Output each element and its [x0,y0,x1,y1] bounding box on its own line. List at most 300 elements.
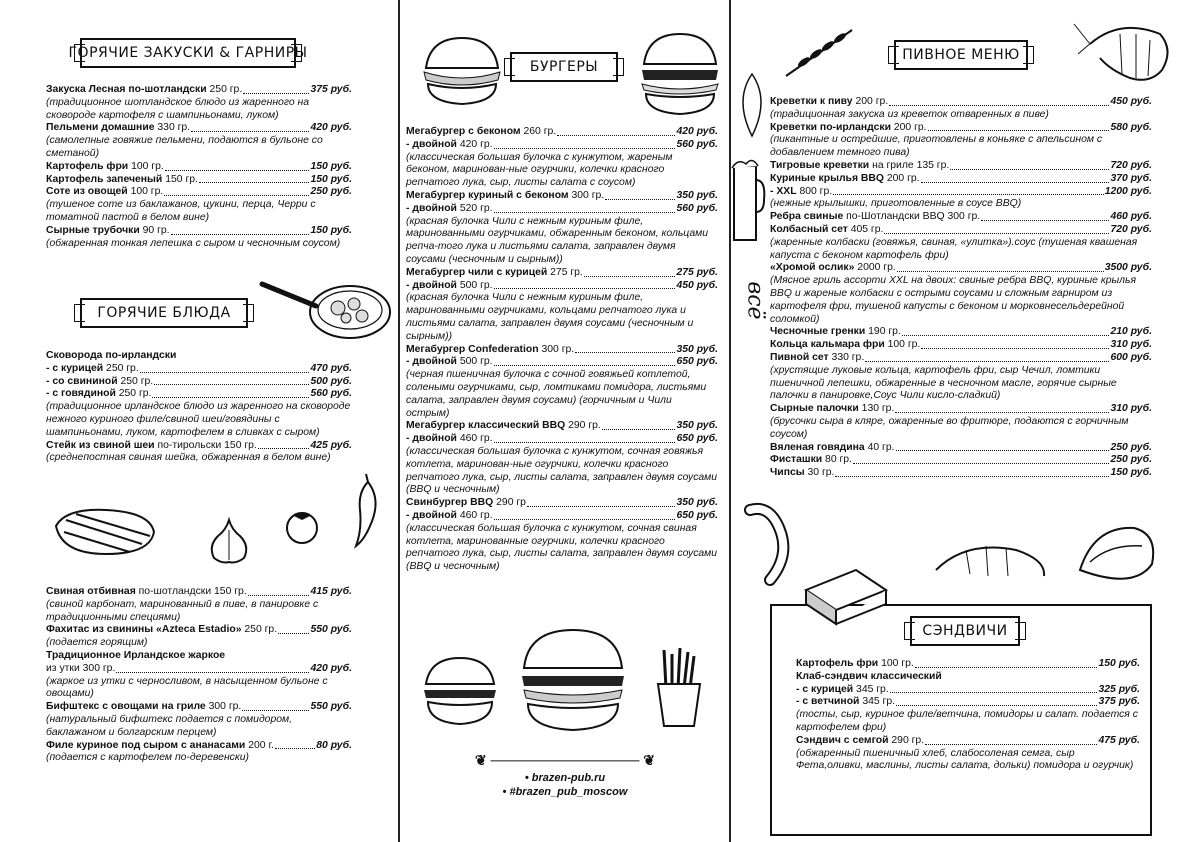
item-name-block [770,160,949,173]
item-price: 150 руб. [310,224,352,236]
item-description: (традиционное ирландское блюдо из жаренного на сковороде нежного куриного филе/свиной шеи/говядины с шампиньонами, луком, картофелем в сливках с сыром) [46,401,351,438]
burger-icon [636,30,722,116]
item-price: 310 руб. [1110,403,1152,415]
item-price: 375 руб. [310,84,352,95]
item-name-block [770,326,901,339]
item-price: 325 руб. [1098,683,1140,695]
dot-leader [950,169,1109,170]
item-price: 3500 руб. [1104,262,1152,274]
menu-item-row [46,388,352,401]
menu-item-row [406,356,718,369]
item-weight: 200 гр. [855,96,889,107]
item-price: 370 руб. [1110,172,1152,184]
item-weight: 260 гр. [523,126,557,137]
website-link[interactable] [460,772,670,784]
dot-leader [171,234,310,235]
item-name-block [46,440,257,453]
section-banner-hot-snacks [68,38,308,68]
item-price: 450 руб. [1110,96,1152,107]
dot-leader [602,429,676,430]
item-weight: 330 гр. [157,122,191,134]
item-description: (красная булочка Чили с нежным куриным филе, маринованными огурчиками, обжаренным беконом, кольцами репча-того лука и листьями салата, заправлен двумя соусами (чесночным и сырным)) [406,215,709,265]
sandwiches-list [770,658,1152,773]
item-price: 475 руб. [1098,734,1140,746]
menu-item-row [46,701,352,714]
steak-icon [46,496,166,566]
item-weight: на гриле 135 гр. [872,159,950,171]
item-price: 350 руб. [676,420,718,432]
item-description: (хрустящие луковые кольца, картофель фри, сыр Чечил, ломтики пшеничной лепешки, обжаренные в чесночном масле, горячие сырные палочки в панировке,Соус Чили кисло-сладкий) [770,364,1117,402]
item-name: Стейк из свиной шеи [46,439,155,451]
item-name: Сэндвич с семгой [796,734,889,746]
item-weight: 460 гр. [459,509,493,521]
item-name-block [46,650,225,663]
item-weight: 80 гр. [825,454,852,466]
section-banner-hot-dishes [80,298,248,328]
item-price: 350 руб. [676,189,718,201]
dot-leader [895,412,1109,413]
item-name-block [46,663,115,676]
item-name-block [406,267,583,280]
menu-item-row [796,735,1140,748]
section-title: СЭНДВИЧИ [922,623,1008,639]
item-name: Традиционное Ирландское жаркое [46,649,226,661]
item-weight: 150 гр. [165,173,198,185]
item-name: - с ветчиной [796,696,860,708]
item-price: 420 руб. [676,126,718,137]
dot-leader [494,442,676,443]
item-description: (нежные крылышки, приготовленные в соусе BBQ) [770,198,1022,210]
item-price: 420 руб. [310,662,352,674]
item-name: Чипсы [770,467,805,479]
tomato-icon [282,506,322,546]
item-name-block [770,352,864,365]
menu-item-row [406,497,718,510]
item-name-block [770,211,980,224]
menu-item-row [406,267,718,280]
dot-leader [494,148,676,149]
dot-leader [140,372,310,373]
item-name-block [770,122,927,135]
item-name-block [406,280,493,293]
item-name: Закуска Лесная по-шотландски [46,84,207,95]
dot-leader [884,233,1109,234]
item-weight: 300 гр. [541,343,575,355]
menu-item-row [46,740,352,753]
item-name: Сырные палочки [770,403,859,415]
item-name-block [770,454,852,467]
dot-leader [557,135,675,136]
item-name: Сковорода по-ирландски [46,350,177,361]
section-title: ГОРЯЧИЕ БЛЮДА [97,305,231,321]
item-weight: 300 гр. [571,189,605,201]
item-name: Мегабургер классический BBQ [406,420,566,432]
item-price: 650 руб. [676,356,718,368]
item-description: (классическая большая булочка с кунжутом, сочная говяжья котлета, маринован-ные огурчики, колечки красного репчатого лука, сыр, листы салата, заправлен двумя соусами (BBQ и чесночным) [406,445,718,496]
menu-item-row [46,225,352,238]
menu-item-row [770,339,1152,352]
item-name: Клаб-сэндвич классический [796,670,942,682]
item-name-block [770,173,920,186]
dot-leader [152,397,309,398]
item-name: - двойной [406,279,457,291]
item-description: (классическая большая булочка с кунжутом, жареным беконом, маринован-ные огурчики, колечки красного репчатого лука, сыр, листы салата с соусом) [406,151,673,189]
menu-item-row [406,420,718,433]
dot-leader [890,692,1098,693]
item-price: 425 руб. [310,439,352,451]
item-price: 550 руб. [310,701,352,713]
item-weight: 100 гр. [130,186,164,198]
item-weight: 290 гр. [568,420,601,432]
dot-leader [853,463,1110,464]
item-price: 250 руб. [1110,441,1152,453]
dot-leader [921,182,1110,183]
item-name-block [46,701,241,714]
side-word: всё [742,281,768,320]
item-description: (подается с картофелем по-деревенски) [46,752,250,764]
item-name: Бифштекс с овощами на гриле [46,701,206,713]
burgers-list [406,126,718,574]
item-name-block [46,84,242,97]
item-name: Вяленая говядина [770,441,865,453]
item-name: Мегабургер чили с курицей [406,266,548,278]
menu-item-row [770,160,1152,173]
chili-icon [346,470,386,550]
menu-item-row [406,433,718,446]
dot-leader [494,288,676,289]
shrimp-icon [926,530,1066,590]
dot-leader [584,276,676,277]
item-name: Сырные трубочки [46,224,140,236]
item-weight: 405 гр. [850,223,884,235]
item-weight: 290 гр [496,497,526,509]
menu-item-row [46,376,352,389]
item-description: (тосты, сыр, куриное филе/ветчина, помидоры и салат. подается с картофелем фри) [796,709,1138,733]
item-description: (самолепные говяжие пельмени, подаются в бульоне со сметаной) [46,135,323,159]
item-name-block [406,126,556,139]
dot-leader [165,170,310,171]
item-weight: 200 г. [248,739,274,751]
item-name: - двойной [406,356,457,368]
item-price: 560 руб. [676,202,718,214]
dot-leader [897,271,1104,272]
item-price: 375 руб. [1098,696,1140,708]
item-name-block [770,403,894,416]
item-name-block [46,186,163,199]
menu-item-row [406,510,718,523]
garlic-icon [206,516,252,566]
dot-leader [925,744,1097,745]
item-name-block [46,586,247,599]
item-name: - XXL [770,185,797,197]
burger-icon [418,32,504,112]
item-weight: 200 гр. [893,121,927,133]
dot-leader [902,335,1110,336]
item-price: 650 руб. [676,509,718,521]
item-weight: 250 гр. [244,624,278,636]
menu-item-row [770,173,1152,186]
item-description: (брусочки сыра в кляре, ожаренные во фритюре, подаются с горчичным соусом) [770,415,1129,440]
item-weight: 2000 гр. [857,262,896,274]
item-description: (подается горящим) [46,637,148,649]
item-name: - со свининой [46,375,118,387]
menu-item-row [770,442,1152,455]
item-price: 310 руб. [1110,339,1152,351]
item-name-block [46,122,190,135]
dot-leader [242,710,309,711]
leaf-icon [732,70,772,140]
item-price: 720 руб. [1110,159,1152,171]
item-name: Мегабургер с беконом [406,126,521,137]
item-weight: 90 гр. [142,224,170,236]
item-price: 500 руб. [310,375,352,387]
menu-item-row [406,126,718,139]
menu-item-row [770,403,1152,416]
item-name-block [46,363,139,376]
menu-item-row [770,352,1152,365]
item-weight: 460 гр. [459,433,493,445]
item-description: (обжаренный пшеничный хлеб, слабосоленая семга, сыр Фета,оливки, маслины, листы салата, дольки) помидора и огурчик) [796,747,1134,772]
menu-item-row [796,696,1140,709]
menu-item-row [796,684,1140,697]
dot-leader [248,595,310,596]
item-weight: 420 гр. [459,138,493,150]
item-name: Филе куриное под сыром с ананасами [46,739,246,751]
dot-leader [494,212,676,213]
dot-leader [164,195,309,196]
item-name-block [770,467,834,480]
item-name-block [770,224,883,237]
item-name-block [796,658,914,671]
item-name: Картофель запеченый [46,173,163,185]
menu-item-row [46,586,352,599]
menu-item-row [770,224,1152,237]
item-price: 580 руб. [1110,121,1152,133]
menu-item-row [46,663,352,676]
section-title: ПИВНОЕ МЕНЮ [902,47,1020,63]
website-url[interactable]: • brazen-pub.ru [524,772,606,784]
taco-icon [1074,520,1158,600]
right-column [730,0,1191,842]
item-description: (среднепостная свиная шейка, обжаренная в белом вине) [46,452,331,464]
item-price: 415 руб. [310,586,352,597]
dot-leader [605,199,675,200]
dot-leader [833,194,1104,195]
menu-item-row [46,186,352,199]
item-description: (жаренные колбаски (говяжья, свиная, «улитка»).соус (тушеная квашеная капуста с беконом картофель фри) [770,236,1138,261]
item-name: из утки 300 гр. [46,662,116,674]
dot-leader [896,705,1097,706]
item-name: Мегабургер куриный с беконом [406,189,569,201]
dot-leader [889,105,1109,106]
item-name-block [406,356,493,369]
item-name: Свиная отбивная [46,586,136,597]
dot-leader [921,348,1109,349]
item-name: Соте из овощей [46,186,128,198]
item-price: 350 руб. [676,343,718,355]
menu-item-row [406,139,718,152]
item-name: Куриные крылья BBQ [770,172,884,184]
item-price: 250 руб. [310,186,352,198]
item-weight: 200 гр. [886,172,920,184]
item-name: - двойной [406,202,457,214]
item-price: 1200 руб. [1104,185,1152,197]
item-name: Чесночные гренки [770,326,866,338]
item-price: 720 руб. [1110,223,1152,235]
item-name: Картофель фри [46,160,129,172]
item-name-block [770,262,896,275]
item-name-block [406,420,601,433]
item-name-block [406,344,574,357]
hot-dishes-list [46,350,352,465]
item-name-block [406,433,493,446]
menu-item-row [406,203,718,216]
menu-item-row [770,326,1152,339]
item-name-block [46,174,198,187]
item-weight: 250 гр. [120,375,154,387]
item-price: 80 руб. [316,739,352,751]
menu-item-row [770,186,1152,199]
dot-leader [835,476,1109,477]
item-description: (обжаренная тонкая лепешка с сыром и чесночным соусом) [46,237,341,249]
item-name-block [46,624,277,637]
item-description: (традиционная закуска из креветок отваренных в пиве) [770,108,1049,120]
item-name-block [796,735,924,748]
item-description: (классическая большая булочка с кунжутом, сочная свиная котлета, маринованные огурчики, колечки красного репчатого лука, сыр, листы салата, заправлен двумя соусами (BBQ и чесночным) [406,522,718,573]
item-price: 250 руб. [1110,454,1152,466]
item-name-block [406,190,604,203]
item-weight: 275 гр. [550,266,583,278]
menu-item-row [770,454,1152,467]
ornament-divider: ❦ ─────────────── ❦ [474,752,656,768]
dot-leader [199,182,310,183]
section-banner-sandwiches [910,616,1020,646]
item-name-block [46,376,153,389]
section-title: ГОРЯЧИЕ ЗАКУСКИ & ГАРНИРЫ [68,45,308,61]
burger-icon [420,650,500,730]
item-price: 600 руб. [1110,351,1152,363]
item-description: (пикантные и острейшие, приготовлены в коньяке с апельсином с добавлением темного пива) [770,134,1103,159]
item-name-block [46,740,274,753]
item-name: Фисташки [770,454,823,466]
hot-snacks-list [46,84,352,250]
item-name: Колбасный сет [770,223,848,235]
item-weight: 100 гр. [131,160,164,172]
sandwich-icon [796,560,892,640]
item-name-block [406,510,493,523]
dot-leader [191,131,309,132]
item-weight: 190 гр. [868,326,901,338]
dot-leader [243,93,309,94]
menu-item-row [406,344,718,357]
item-name-block [406,203,493,216]
dot-leader [494,365,676,366]
item-name: Креветки по-ирландски [770,121,891,133]
item-price: 210 руб. [1110,326,1152,338]
item-name: - с курицей [796,683,854,695]
dot-leader [494,519,676,520]
dot-leader [527,506,676,507]
menu-item-row [770,96,1152,109]
item-price: 150 руб. [1098,658,1140,669]
item-name-block [770,339,920,352]
item-name-block [770,442,895,455]
item-description: (свиной карбонат, маринованный в пиве, в панировке с традиционными специями) [46,598,319,623]
item-price: 150 руб. [310,160,352,172]
item-name: «Хромой ослик» [770,262,855,274]
fries-icon [654,648,704,728]
item-weight: 500 гр. [459,279,493,291]
item-weight: 250 гр. [118,388,152,400]
item-description: (традиционное шотландское блюдо из жаренного на сковороде картофеля с шампиньонами, луком) [46,96,309,121]
item-price: 550 руб. [310,624,352,636]
item-price: 470 руб. [310,362,352,374]
menu-item-row [406,190,718,203]
sausage-icon [740,500,800,590]
item-description: (натуральный бифштекс подается с помидором, баклажаном и болгарским перцем) [46,713,293,738]
menu-item-row [46,122,352,135]
section-title: БУРГЕРЫ [529,59,599,75]
item-name: - двойной [406,509,457,521]
item-weight: 300 гр. [208,701,242,713]
item-description: (тушеное соте из баклажанов, цукини, перца, Черри с томатной пастой в белом вине) [46,199,316,223]
item-name-block [406,497,526,510]
item-name: - двойной [406,433,457,445]
shrimp-icon [1070,14,1180,94]
item-name: Пивной сет [770,351,829,363]
dot-leader [258,448,310,449]
item-name: Ребра свиные [770,211,844,223]
menu-item-row [796,658,1140,671]
item-description: (черная пшеничная булочка с сочной говяжьей котлетой, солеными огурчиками, сыр, ломтиками помидора, листьями салата, заправлен двумя соусами) (горчичным и Чили острым) [406,369,707,419]
item-weight: 250 гр. [209,84,243,95]
item-price: 150 руб. [1110,467,1152,479]
menu-item-row [770,467,1152,480]
item-name-block [796,696,895,709]
menu-item-row [46,161,352,174]
dot-leader [981,220,1109,221]
item-price: 420 руб. [310,122,352,134]
dot-leader [116,672,309,673]
menu-item-row [46,174,352,187]
item-name: Тигровые креветки [770,159,870,171]
dot-leader [915,667,1098,668]
item-name: - двойной [406,138,457,150]
dot-leader [865,361,1109,362]
item-weight: 130 гр. [861,403,895,415]
hot-dishes-list-continued [46,586,352,765]
item-name: Фахитас из свинины «Azteca Estadio» [46,624,242,636]
menu-item-row [770,122,1152,135]
wheat-icon [780,22,860,82]
beer-menu-list [770,96,1152,480]
item-price: 460 руб. [1110,211,1152,223]
item-weight: 100 гр. [887,339,921,351]
item-name-block [770,96,888,109]
item-name-block [46,161,164,174]
item-name: Креветки к пиву [770,96,853,107]
hashtag-link[interactable] [460,786,670,798]
hashtag[interactable]: • #brazen_pub_moscow [502,786,628,798]
item-weight: 500 гр. [459,356,493,368]
item-weight: 250 гр. [106,362,139,374]
left-column [0,0,400,842]
dot-leader [154,384,309,385]
dot-leader [896,450,1110,451]
item-price: 150 руб. [310,173,352,185]
item-weight: 40 гр. [867,441,895,453]
item-weight: 345 гр. [856,683,889,695]
